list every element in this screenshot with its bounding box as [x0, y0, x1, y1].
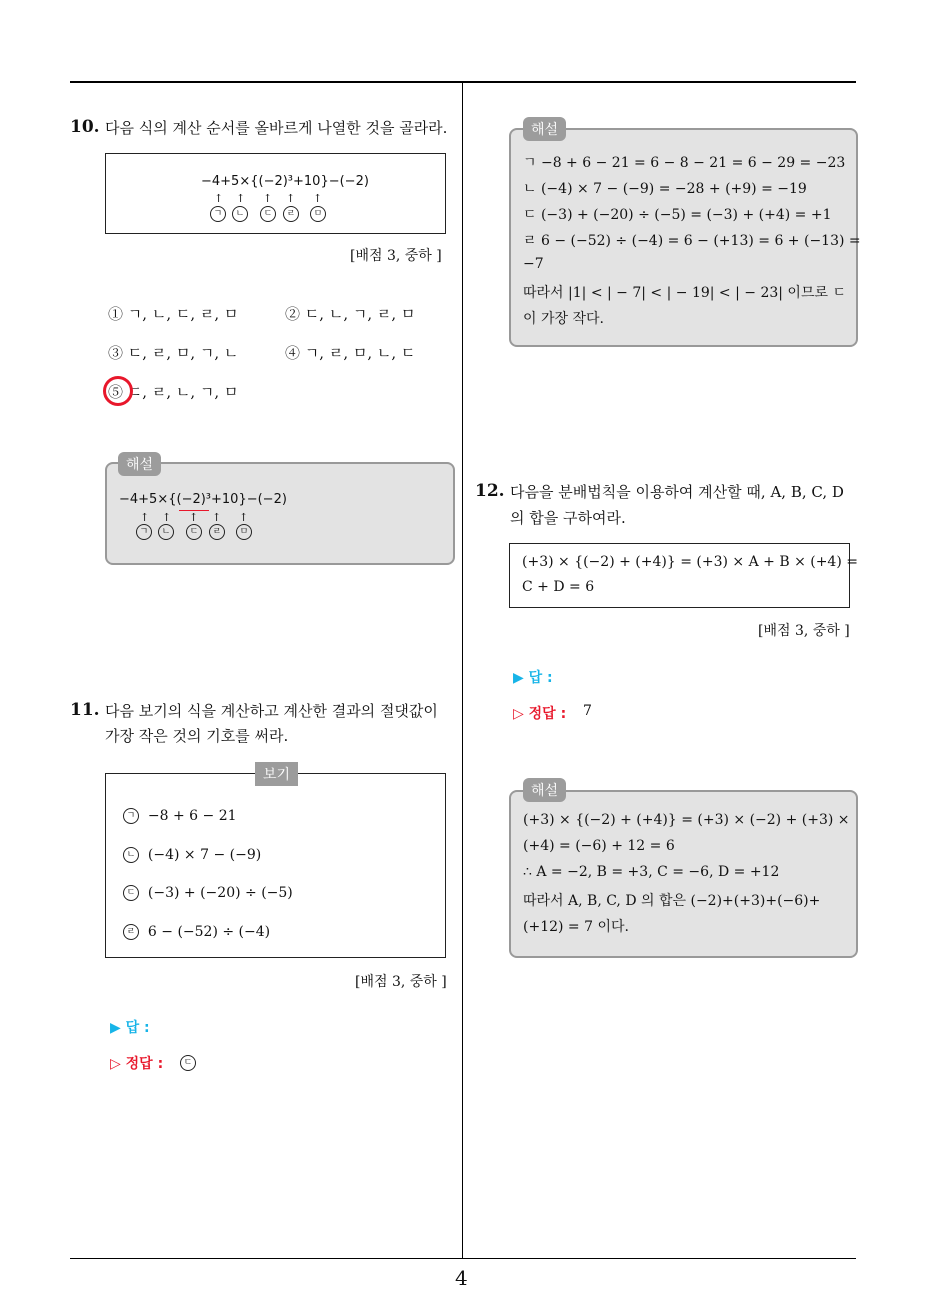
q12-answer-label: ▶ 답 :	[513, 670, 553, 686]
q12-solution-line-3: ∴ A = −2, B = +3, C = −6, D = +12	[523, 864, 780, 880]
option-number: ②	[285, 305, 301, 323]
option-text: ㄷ, ㄴ, ㄱ, ㄹ, ㅁ	[304, 305, 416, 323]
q11-text-line2: 가장 작은 것의 기호를 써라.	[105, 727, 289, 745]
q11-score: [배점 3, 중하 ]	[355, 974, 447, 990]
marker-mieum: ㅁ	[310, 206, 326, 222]
q11-solution-tag: 해설	[523, 117, 566, 141]
item-marker: ㄷ	[123, 885, 139, 901]
q10-expression-box: −4+5×{(−2)³+10}−(−2) ↑ ↑ ↑ ↑ ↑ ㄱ ㄴ ㄷ ㄹ ㅁ	[105, 153, 446, 234]
q12-correct-label: ▷ 정답 :	[513, 706, 567, 722]
option-number: ③	[108, 344, 124, 362]
marker-giyeok: ㄱ	[210, 206, 226, 222]
q11-item-4	[123, 924, 270, 940]
marker-mieum: ㅁ	[236, 524, 252, 540]
q10-score: [배점 3, 중하 ]	[350, 248, 442, 264]
q12-solution-panel	[509, 790, 858, 958]
marker-digeut: ㄷ	[260, 206, 276, 222]
q12-number: 12.	[475, 481, 505, 501]
q10-option-1[interactable]	[108, 303, 238, 324]
q12-correct-value: 7	[583, 703, 592, 719]
q11-correct-value: ㄷ	[180, 1055, 196, 1071]
underline-mark	[179, 510, 209, 511]
q11-answer-label: ▶ 답 :	[110, 1020, 150, 1036]
marker-nieun: ㄴ	[158, 524, 174, 540]
q10-text: 다음 식의 계산 순서를 올바르게 나열한 것을 골라라.	[105, 119, 448, 137]
column-divider	[462, 83, 463, 1259]
q10-option-4[interactable]	[285, 342, 415, 363]
q11-solution-line-7: 이 가장 작다.	[523, 311, 604, 327]
q11-item-1	[123, 808, 237, 824]
q10-solution-panel: ↑ ↑ ↑ ↑ ↑ ㄱ ㄴ ㄷ ㄹ ㅁ −4+5×{(−2)³+10}−(−2)	[105, 462, 455, 565]
q11-solution-line-2: ㄴ (−4) × 7 − (−9) = −28 + (+9) = −19	[523, 181, 807, 197]
q11-solution-panel	[509, 128, 861, 347]
item-marker: ㄱ	[123, 808, 139, 824]
item-expression: 6 − (−52) ÷ (−4)	[147, 924, 271, 940]
q12-solution-line-4: 따라서 A, B, C, D 의 합은 (−2)+(+3)+(−6)+	[523, 893, 821, 909]
q11-solution-line-5: −7	[523, 256, 544, 272]
q12-text-line2: 의 합을 구하여라.	[510, 509, 626, 527]
item-expression: (−4) × 7 − (−9)	[147, 847, 262, 863]
q11-text-line1: 다음 보기의 식을 계산하고 계산한 결과의 절댓값이	[105, 702, 438, 720]
marker-digeut: ㄷ	[186, 524, 202, 540]
q10-solution-tag: 해설	[118, 452, 161, 476]
q11-solution-line-6: 따라서 |1| < | − 7| < | − 19| < | − 23| 이므로 ㄷ	[523, 285, 846, 301]
q12-expression-box	[509, 543, 858, 608]
q10-option-2[interactable]	[285, 303, 415, 324]
q12-solution-line-5: (+12) = 7 이다.	[523, 919, 629, 935]
top-rule	[70, 81, 856, 83]
q10-option-3[interactable]	[108, 342, 238, 363]
q11-solution-line-1: ㄱ −8 + 6 − 21 = 6 − 8 − 21 = 6 − 29 = −23	[523, 155, 846, 171]
option-text: ㄷ, ㄹ, ㄴ, ㄱ, ㅁ	[127, 383, 239, 401]
q12-solution-line-2: (+4) = (−6) + 12 = 6	[523, 838, 675, 854]
page-number: 4	[455, 1266, 468, 1290]
option-text: ㄱ, ㄹ, ㅁ, ㄴ, ㄷ	[304, 344, 416, 362]
q11-solution-line-4: ㄹ 6 − (−52) ÷ (−4) = 6 − (+13) = 6 + (−13) =	[523, 233, 861, 249]
item-expression: −8 + 6 − 21	[147, 808, 237, 824]
q11-correct-label: ▷ 정답 :	[110, 1056, 164, 1072]
q11-example-box	[105, 773, 446, 958]
option-number: ⑤	[108, 383, 124, 401]
q12-solution-line-1: (+3) × {(−2) + (+4)} = (+3) × (−2) + (+3) ×	[523, 812, 850, 828]
selected-answer-circle-icon	[103, 376, 133, 406]
q11-solution-line-3: ㄷ (−3) + (−20) ÷ (−5) = (−3) + (+4) = +1	[523, 207, 832, 223]
q12-text-line1: 다음을 분배법칙을 이용하여 계산할 때, A, B, C, D	[510, 483, 844, 501]
item-marker: ㄴ	[123, 847, 139, 863]
option-text: ㄷ, ㄹ, ㅁ, ㄱ, ㄴ	[127, 344, 239, 362]
q12-solution-tag: 해설	[523, 778, 566, 802]
q10-solution-expression: −4+5×{(−2)³+10}−(−2)	[119, 492, 287, 507]
q11-item-3	[123, 885, 293, 901]
option-number: ①	[108, 305, 124, 323]
marker-nieun: ㄴ	[232, 206, 248, 222]
bottom-rule	[70, 1258, 856, 1259]
q11-number: 11.	[70, 700, 100, 720]
q11-item-2	[123, 847, 261, 863]
option-text: ㄱ, ㄴ, ㄷ, ㄹ, ㅁ	[127, 305, 239, 323]
option-number: ④	[285, 344, 301, 362]
marker-rieul: ㄹ	[283, 206, 299, 222]
item-expression: (−3) + (−20) ÷ (−5)	[147, 885, 293, 901]
item-marker: ㄹ	[123, 924, 139, 940]
q12-score: [배점 3, 중하 ]	[758, 623, 850, 639]
q12-box-line-1: (+3) × {(−2) + (+4)} = (+3) × A + B × (+4) =	[522, 554, 858, 570]
marker-rieul: ㄹ	[209, 524, 225, 540]
q12-box-line-2: C + D = 6	[522, 579, 595, 595]
q10-expression: −4+5×{(−2)³+10}−(−2)	[201, 174, 369, 189]
q11-box-tag: 보기	[255, 762, 298, 786]
q10-number: 10.	[70, 117, 100, 137]
marker-giyeok: ㄱ	[136, 524, 152, 540]
